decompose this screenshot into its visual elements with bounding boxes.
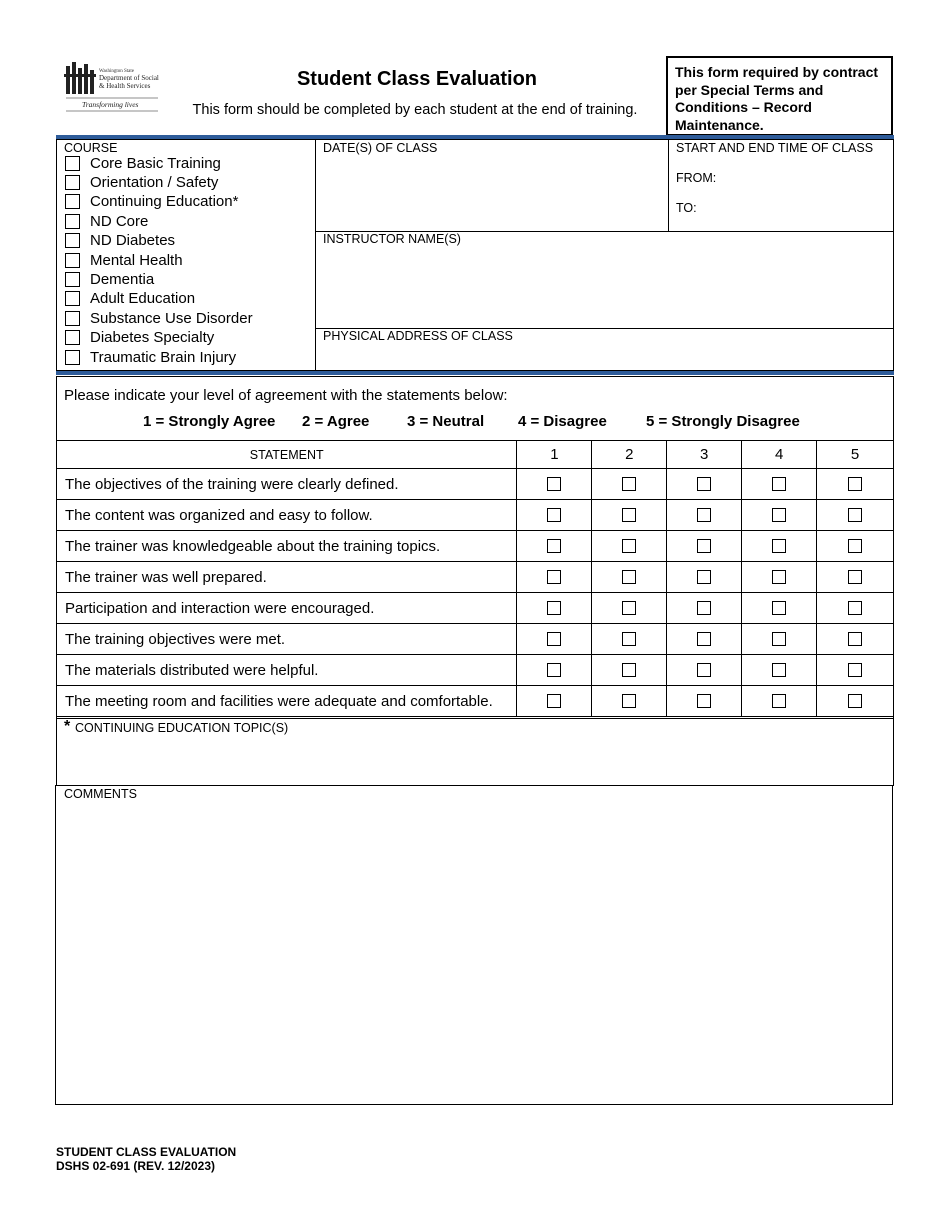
svg-text:Department of Social: Department of Social: [99, 74, 159, 82]
course-option[interactable]: ND Diabetes: [65, 232, 175, 249]
course-option[interactable]: Adult Education: [65, 290, 195, 307]
rating-checkbox[interactable]: [697, 570, 711, 584]
scale-label: 3 = Neutral: [407, 413, 485, 430]
table-row: [57, 562, 894, 593]
rating-checkbox[interactable]: [848, 632, 862, 646]
section-divider: [56, 371, 894, 375]
rating-checkbox[interactable]: [772, 663, 786, 677]
statement-text: The trainer was knowledgeable about the training topics.: [57, 531, 517, 562]
statement-text: Participation and interaction were encouraged.: [57, 593, 517, 624]
svg-text:Washington State: Washington State: [99, 69, 135, 74]
grid-divider: [315, 140, 316, 371]
rating-checkbox[interactable]: [848, 694, 862, 708]
rating-checkbox[interactable]: [848, 570, 862, 584]
rating-checkbox[interactable]: [622, 694, 636, 708]
dshs-logo-icon: [62, 60, 162, 114]
table-row: [57, 624, 894, 655]
rating-checkbox[interactable]: [697, 508, 711, 522]
rating-checkbox[interactable]: [848, 508, 862, 522]
class-info-grid: [56, 139, 894, 371]
rating-checkbox[interactable]: [697, 694, 711, 708]
rating-checkbox[interactable]: [697, 663, 711, 677]
dates-field[interactable]: [319, 158, 664, 228]
course-option[interactable]: Continuing Education*: [65, 193, 238, 210]
page-subtitle: This form should be completed by each student at the end of training.: [192, 102, 638, 118]
column-header: 1: [517, 441, 592, 469]
rating-checkbox[interactable]: [772, 508, 786, 522]
comments-label: COMMENTS: [64, 787, 137, 801]
course-option[interactable]: ND Core: [65, 213, 148, 230]
instructor-field[interactable]: [319, 248, 889, 324]
course-option[interactable]: Core Basic Training: [65, 155, 221, 172]
rating-checkbox[interactable]: [772, 632, 786, 646]
rating-checkbox[interactable]: [848, 539, 862, 553]
address-field[interactable]: [319, 345, 889, 369]
statement-text: The objectives of the training were clearly defined.: [57, 469, 517, 500]
rating-checkbox[interactable]: [697, 632, 711, 646]
checkbox[interactable]: [65, 194, 80, 209]
rating-checkbox[interactable]: [848, 477, 862, 491]
rating-checkbox[interactable]: [547, 663, 561, 677]
rating-checkbox[interactable]: [697, 477, 711, 491]
statement-text: The training objectives were met.: [57, 624, 517, 655]
footer-form-number: DSHS 02-691 (REV. 12/2023): [56, 1159, 215, 1173]
rating-checkbox[interactable]: [848, 663, 862, 677]
scale-label: 5 = Strongly Disagree: [646, 413, 800, 430]
dshs-logo: [62, 60, 162, 114]
footer-form-name: STUDENT CLASS EVALUATION: [56, 1145, 237, 1159]
statement-text: The content was organized and easy to follow.: [57, 500, 517, 531]
checkbox[interactable]: [65, 214, 80, 229]
course-option[interactable]: Traumatic Brain Injury: [65, 349, 236, 366]
checkbox[interactable]: [65, 291, 80, 306]
rating-checkbox[interactable]: [622, 632, 636, 646]
rating-checkbox[interactable]: [547, 570, 561, 584]
time-to-field[interactable]: [702, 198, 887, 216]
rating-checkbox[interactable]: [622, 570, 636, 584]
rating-instructions: Please indicate your level of agreement with the statements below:: [64, 387, 508, 404]
table-row: [57, 531, 894, 562]
table-row: [57, 655, 894, 686]
rating-checkbox[interactable]: [622, 508, 636, 522]
checkbox[interactable]: [65, 330, 80, 345]
checkbox[interactable]: [65, 175, 80, 190]
checkbox[interactable]: [65, 350, 80, 365]
rating-checkbox[interactable]: [772, 601, 786, 615]
rating-checkbox[interactable]: [622, 663, 636, 677]
instructor-label: INSTRUCTOR NAME(S): [323, 232, 461, 246]
rating-checkbox[interactable]: [547, 694, 561, 708]
dates-label: DATE(S) OF CLASS: [323, 141, 438, 155]
comments-field[interactable]: [55, 785, 893, 1105]
svg-text:& Health Services: & Health Services: [99, 82, 151, 90]
checkbox[interactable]: [65, 156, 80, 171]
rating-checkbox[interactable]: [547, 539, 561, 553]
table-row: [57, 593, 894, 624]
course-option[interactable]: Orientation / Safety: [65, 174, 218, 191]
checkbox[interactable]: [65, 253, 80, 268]
table-row: [57, 500, 894, 531]
scale-label: 4 = Disagree: [518, 413, 607, 430]
course-label: COURSE: [64, 141, 118, 155]
scale-label: 2 = Agree: [302, 413, 370, 430]
requirement-notice: This form required by contract per Special Terms and Conditions – Record Maintenance.: [666, 56, 893, 136]
statement-header: STATEMENT: [57, 441, 517, 469]
time-label: START AND END TIME OF CLASS: [676, 141, 874, 155]
statement-text: The materials distributed were helpful.: [57, 655, 517, 686]
rating-checkbox[interactable]: [772, 570, 786, 584]
rating-checkbox[interactable]: [697, 539, 711, 553]
continuing-education-field[interactable]: [56, 718, 894, 786]
table-header-row: [57, 441, 894, 469]
checkbox[interactable]: [65, 233, 80, 248]
course-option[interactable]: Substance Use Disorder: [65, 310, 253, 327]
column-header: 2: [592, 441, 667, 469]
rating-checkbox[interactable]: [547, 601, 561, 615]
checkbox[interactable]: [65, 311, 80, 326]
statement-text: The trainer was well prepared.: [57, 562, 517, 593]
rating-checkbox[interactable]: [547, 477, 561, 491]
table-row: [57, 469, 894, 500]
course-option[interactable]: Mental Health: [65, 252, 183, 269]
rating-checkbox[interactable]: [772, 477, 786, 491]
rating-checkbox[interactable]: [622, 477, 636, 491]
grid-divider: [668, 140, 669, 231]
rating-checkbox[interactable]: [622, 601, 636, 615]
rating-checkbox[interactable]: [697, 601, 711, 615]
svg-text:Transforming lives: Transforming lives: [82, 100, 139, 109]
scale-label: 1 = Strongly Agree: [143, 413, 276, 430]
form-footer: [56, 1145, 236, 1173]
time-from-label: FROM:: [676, 171, 717, 185]
column-header: 3: [667, 441, 742, 469]
page-title: Student Class Evaluation: [296, 68, 538, 90]
continuing-education-label: CONTINUING EDUCATION TOPIC(S): [75, 721, 289, 735]
course-option[interactable]: Diabetes Specialty: [65, 329, 214, 346]
rating-checkbox[interactable]: [848, 601, 862, 615]
asterisk: *: [64, 718, 71, 735]
statement-text: The meeting room and facilities were adequate and comfortable.: [57, 686, 517, 717]
column-header: 5: [817, 441, 894, 469]
rating-table: [56, 440, 894, 717]
rating-checkbox[interactable]: [547, 508, 561, 522]
time-to-label: TO:: [676, 201, 697, 215]
column-header: 4: [742, 441, 817, 469]
rating-checkbox[interactable]: [772, 694, 786, 708]
rating-checkbox[interactable]: [622, 539, 636, 553]
rating-checkbox[interactable]: [772, 539, 786, 553]
rating-checkbox[interactable]: [547, 632, 561, 646]
table-row: [57, 686, 894, 717]
time-from-field[interactable]: [717, 168, 887, 186]
checkbox[interactable]: [65, 272, 80, 287]
address-label: PHYSICAL ADDRESS OF CLASS: [323, 329, 513, 343]
course-option[interactable]: Dementia: [65, 271, 154, 288]
